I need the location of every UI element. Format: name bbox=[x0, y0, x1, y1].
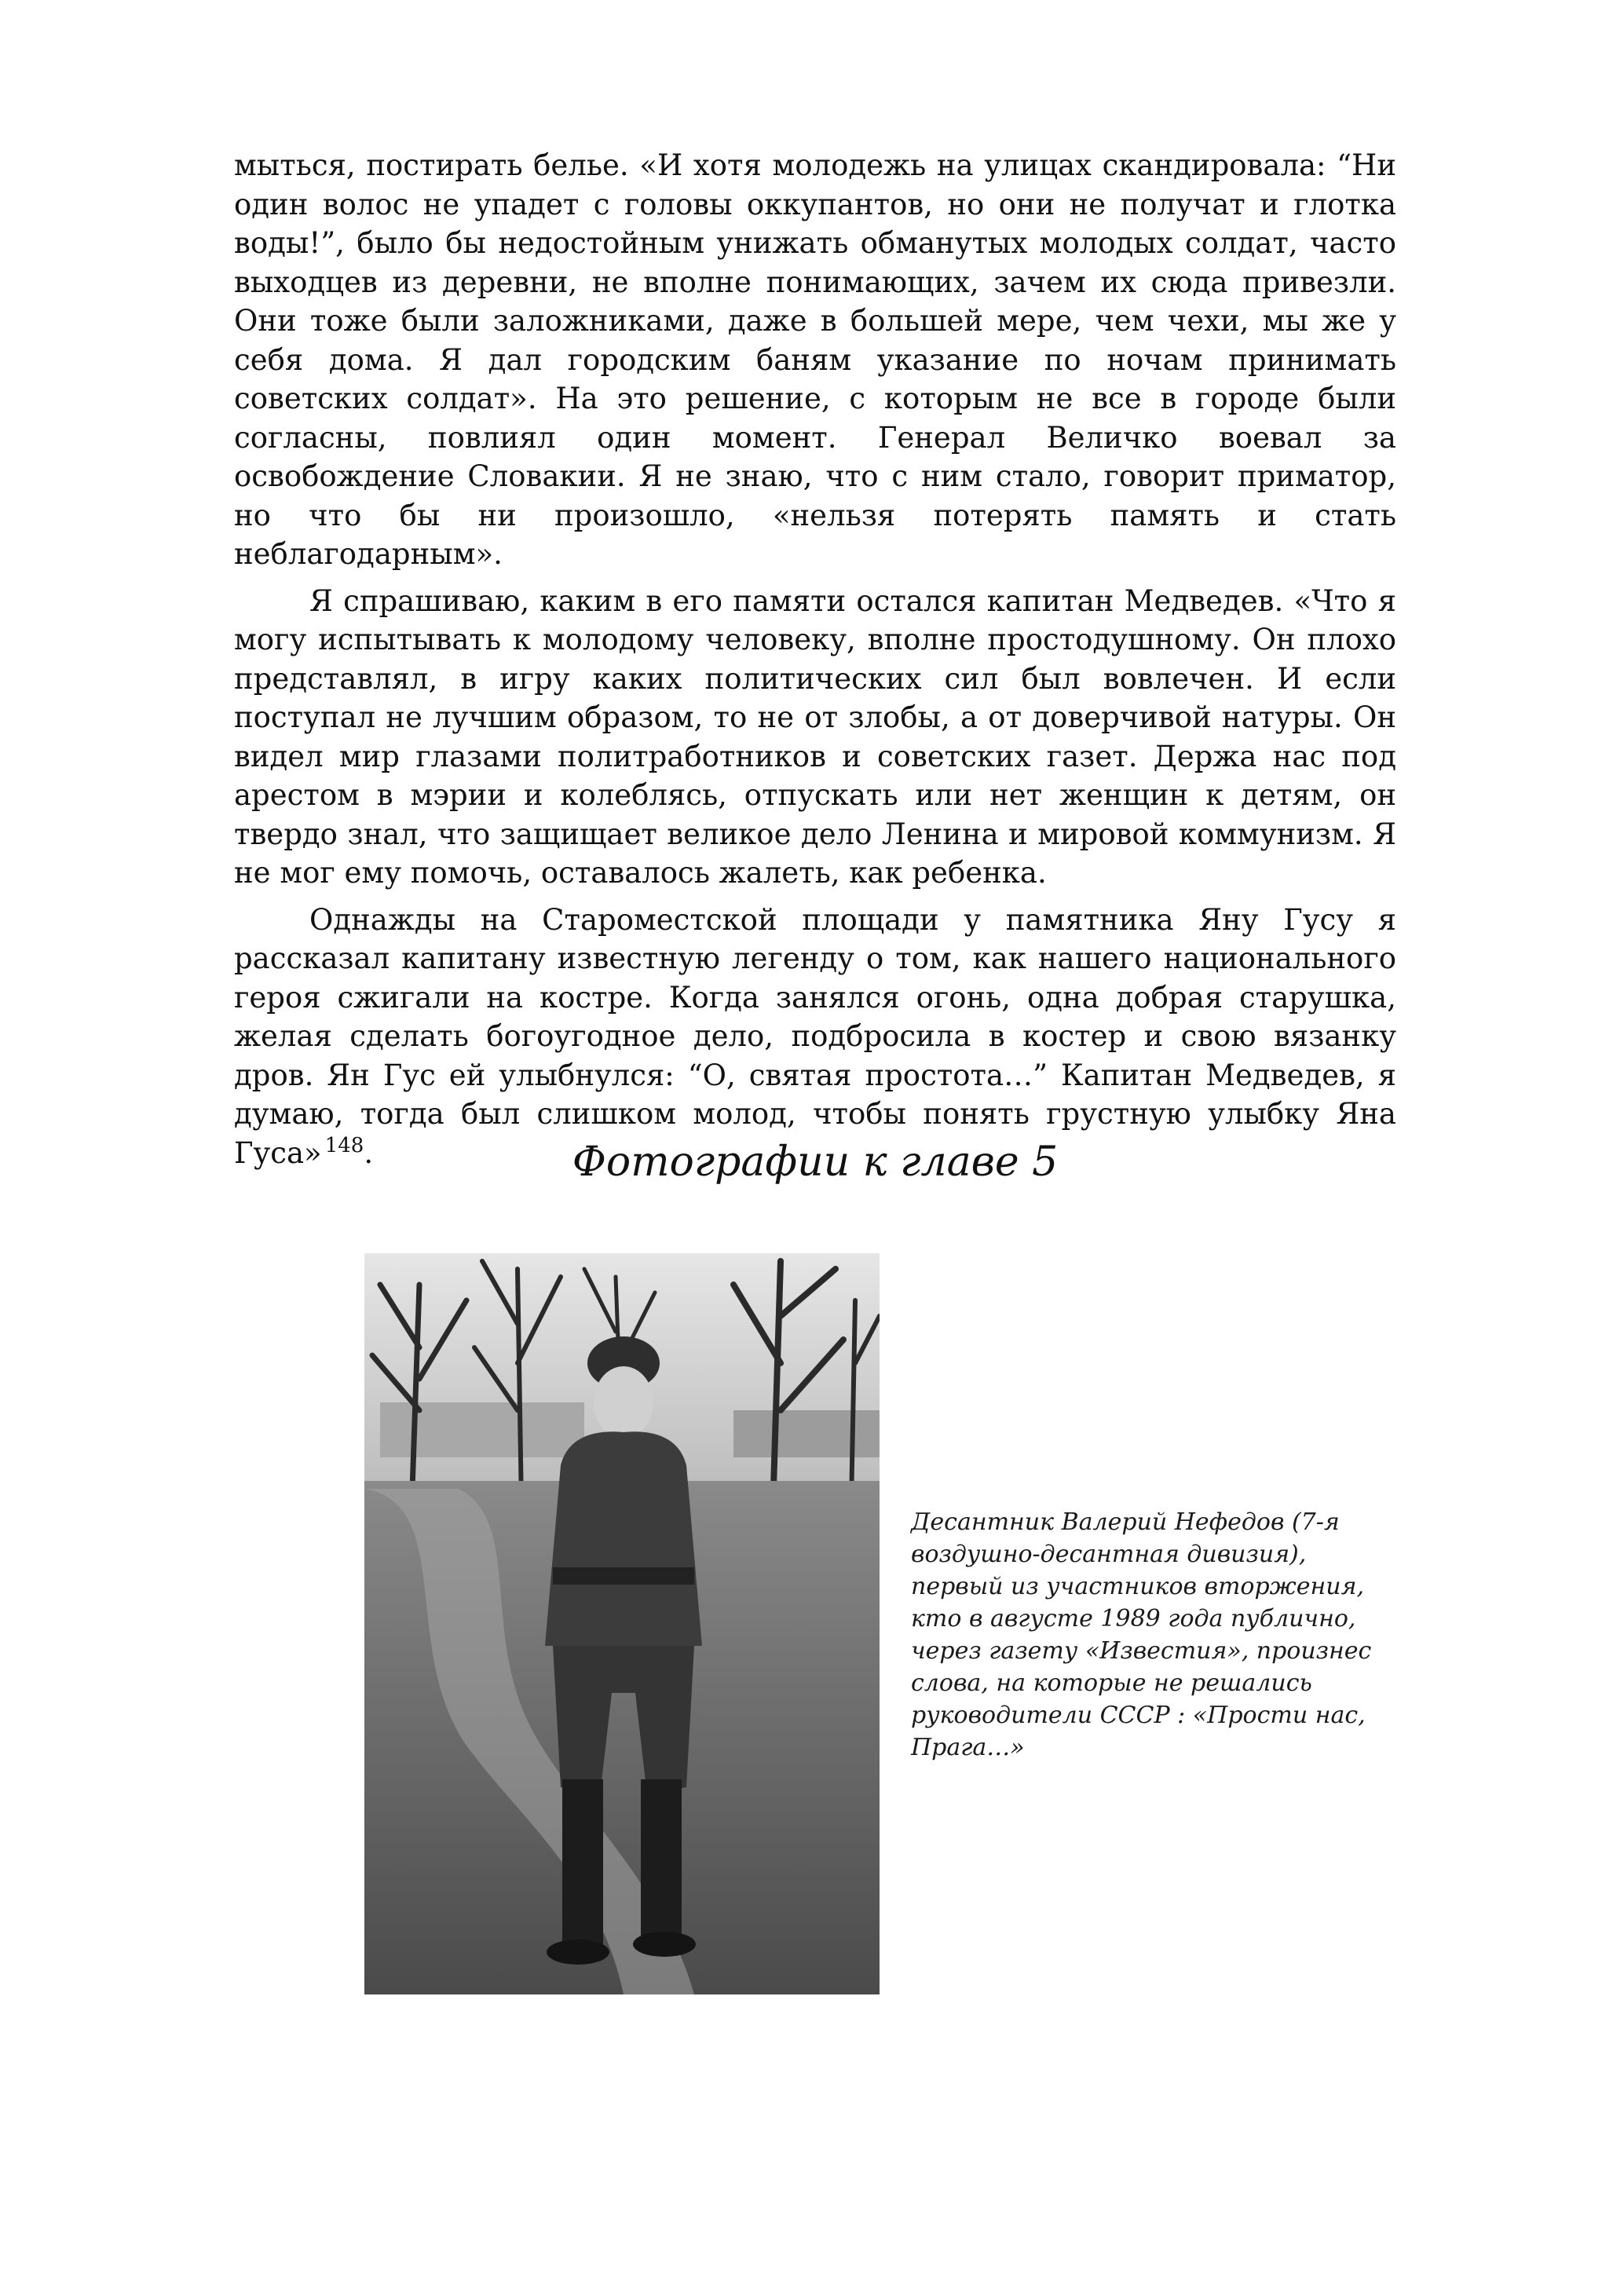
paragraph-1: мыться, постирать белье. «И хотя молодежь на улицах скандировала: “Ни один волос не упадет с головы оккупантов, но они не получат и глотка воды!”, было бы недостойным унижать обманутых молодых солдат, часто выходцев из деревни, не вполне понимающих, зачем их сюда привезли. Они тоже были заложниками, даже в большей мере, чем чехи, мы же у себя дома. Я дал городским баням указание по ночам принимать советских солдат». На это решение, с которым не все в городе были согласны, повлиял один момент. Генерал Величко воевал за освобождение Словакии. Я не знаю, что с ним стало, говорит приматор, но что бы ни произошло, «нельзя потерять память и стать неблагодарным». bbox=[234, 148, 1396, 571]
photo-illustration bbox=[364, 1253, 880, 1994]
paragraph-2: Я спрашиваю, каким в его памяти остался капитан Медведев. «Что я могу испытывать к молодому человеку, вполне простодушному. Он плохо представлял, в игру каких политических сил был вовлечен. И если поступал не лучшим образом, то не от злобы, а от доверчивой натуры. Он видел мир глазами политработников и советских газет. Держа нас под арестом в мэрии и колеблясь, отпускать или нет женщин к детям, он твердо знал, что защищает великое дело Ленина и мировой коммунизм. Я не мог ему помочь, оставалось жалеть, как ребенка. bbox=[234, 583, 1396, 890]
body-text bbox=[234, 146, 1396, 1172]
photo-caption: Десантник Валерий Нефедов (7-я воздушно-десантная дивизия), первый из участников вторжения, кто в августе 1989 года публично, через газету «Известия», произнес слова, на которые не решались руководители СССР : «Прости нас, Прага…» bbox=[911, 1508, 1372, 1761]
photo-building bbox=[380, 1402, 584, 1457]
paragraph-3-end: . bbox=[364, 1135, 374, 1170]
footnote-reference[interactable]: 148 bbox=[324, 1134, 364, 1158]
photo-building-right bbox=[733, 1410, 880, 1457]
paragraph-3 bbox=[234, 901, 1396, 1173]
paragraph-3-text: Однажды на Староместской площади у памятника Яну Гусу я рассказал капитану известную легенду о том, как нашего национального героя сжигали на костре. Когда занялся огонь, одна добрая старушка, желая сделать богоугодное дело, подбросила в костер и свою вязанку дров. Ян Гус ей улыбнулся: “О, святая простота…” Капитан Медведев, я думаю, тогда был слишком молод, чтобы понять грустную улыбку Яна Гуса» bbox=[234, 902, 1396, 1170]
soldier-photograph bbox=[364, 1253, 880, 1994]
section-heading: Фотографии к главе 5 bbox=[572, 1139, 1059, 1186]
